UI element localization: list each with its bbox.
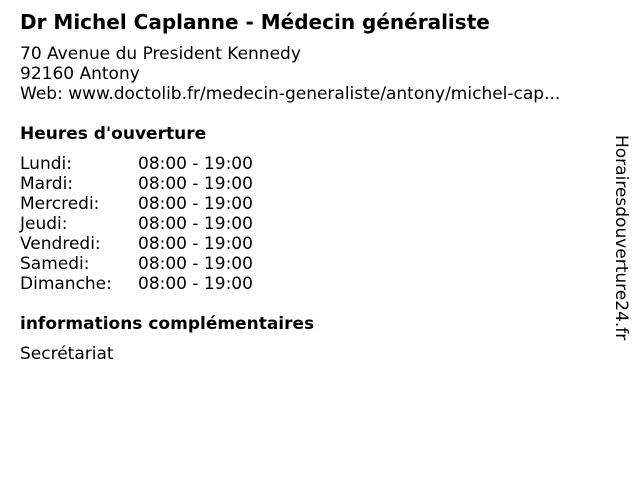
- opening-hours-heading: Heures d'ouverture: [20, 124, 207, 144]
- time-range: 08:00 - 19:00: [138, 194, 253, 214]
- address-block: [20, 44, 560, 104]
- time-range: 08:00 - 19:00: [138, 274, 253, 294]
- day-label: Mardi:: [20, 174, 74, 194]
- hours-row-sunday: [20, 274, 320, 294]
- brand-watermark: Horairesdouverture24.fr: [611, 135, 631, 341]
- time-range: 08:00 - 19:00: [138, 254, 253, 274]
- hours-row-friday: [20, 234, 320, 254]
- day-label: Jeudi:: [20, 214, 68, 234]
- hours-row-wednesday: [20, 194, 320, 214]
- opening-hours-table: [20, 154, 320, 294]
- additional-info-heading: informations complémentaires: [20, 314, 315, 334]
- time-range: 08:00 - 19:00: [138, 154, 253, 174]
- day-label: Samedi:: [20, 254, 90, 274]
- day-label: Lundi:: [20, 154, 72, 174]
- city-postcode: 92160 Antony: [20, 64, 140, 84]
- time-range: 08:00 - 19:00: [138, 234, 253, 254]
- hours-row-thursday: [20, 214, 320, 234]
- hours-row-saturday: [20, 254, 320, 274]
- street-address: 70 Avenue du President Kennedy: [20, 44, 301, 64]
- hours-row-tuesday: [20, 174, 320, 194]
- page-title: Dr Michel Caplanne - Médecin généraliste: [20, 10, 490, 34]
- additional-info-text: Secrétariat: [20, 344, 114, 364]
- day-label: Vendredi:: [20, 234, 101, 254]
- day-label: Mercredi:: [20, 194, 100, 214]
- website-link[interactable]: Web: www.doctolib.fr/medecin-generaliste/antony/michel-cap...: [20, 84, 561, 104]
- time-range: 08:00 - 19:00: [138, 174, 253, 194]
- hours-row-monday: [20, 154, 320, 174]
- time-range: 08:00 - 19:00: [138, 214, 253, 234]
- day-label: Dimanche:: [20, 274, 112, 294]
